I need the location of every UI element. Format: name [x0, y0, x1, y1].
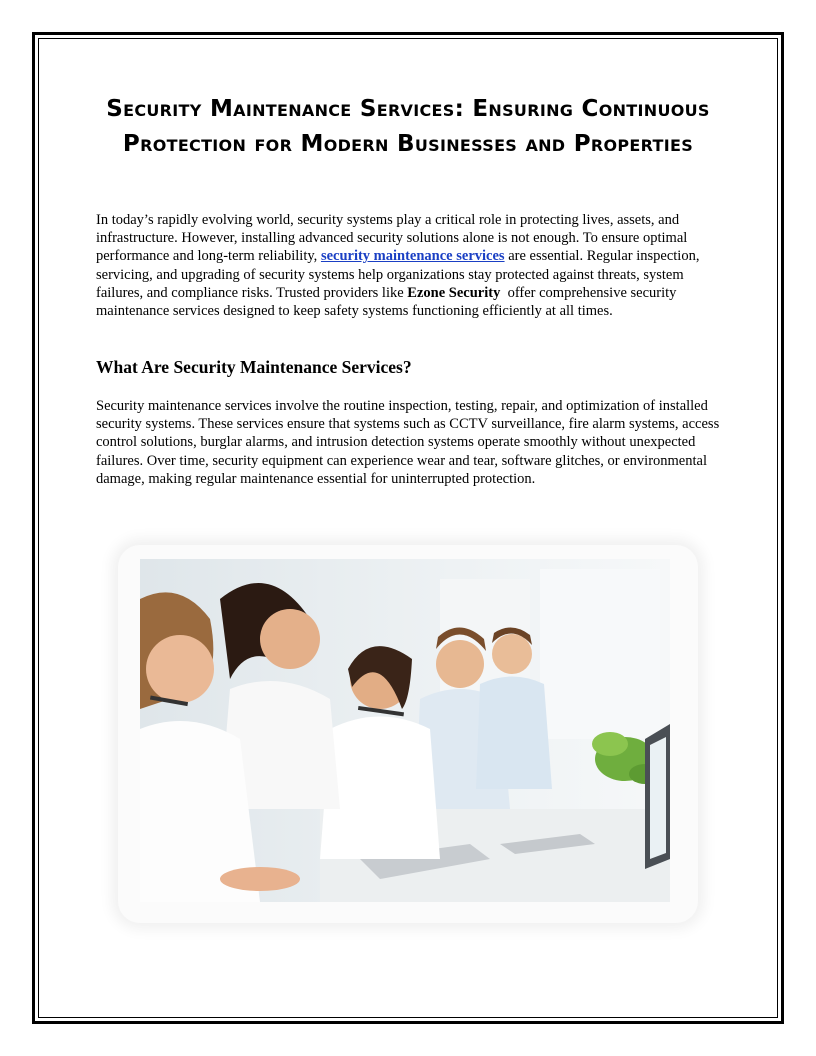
section-heading: What Are Security Maintenance Services?	[96, 357, 412, 377]
security-maintenance-link[interactable]: security maintenance services	[320, 248, 505, 265]
intro-paragraph	[96, 211, 724, 320]
intro-text-1: In today’s rapidly evolving world, security systems play a critical role in protecting lives, assets, and infrastructure. However, installing advanced security solutions alone is not enough. To ensure optimal performance and long-term reliability,	[96, 212, 688, 265]
intro-text-2: are essential. Regular inspection, servicing, and upgrading of security systems help organizations stay protected against threats, system failures, and compliance risks. Trusted providers like	[96, 248, 700, 301]
call-center-team-photo	[140, 559, 670, 902]
intro-text-3: offer comprehensive security maintenance services designed to keep safety systems functioning efficiently at all times.	[96, 284, 681, 320]
page-title: Security Maintenance Services: Ensuring Continuous Protection for Modern Businesses and Properties	[106, 96, 710, 157]
section-paragraph: Security maintenance services involve the routine inspection, testing, repair, and optimization of installed security systems. These services ensure that systems such as CCTV surveillance, fire alarm systems, access control solutions, burglar alarms, and intrusion detection systems operate smoothly without unexpected failures. Over time, security equipment can experience wear and tear, software glitches, or environmental damage, making regular maintenance essential for uninterrupted protection.	[96, 398, 720, 487]
brand-name: Ezone Security	[407, 284, 501, 301]
